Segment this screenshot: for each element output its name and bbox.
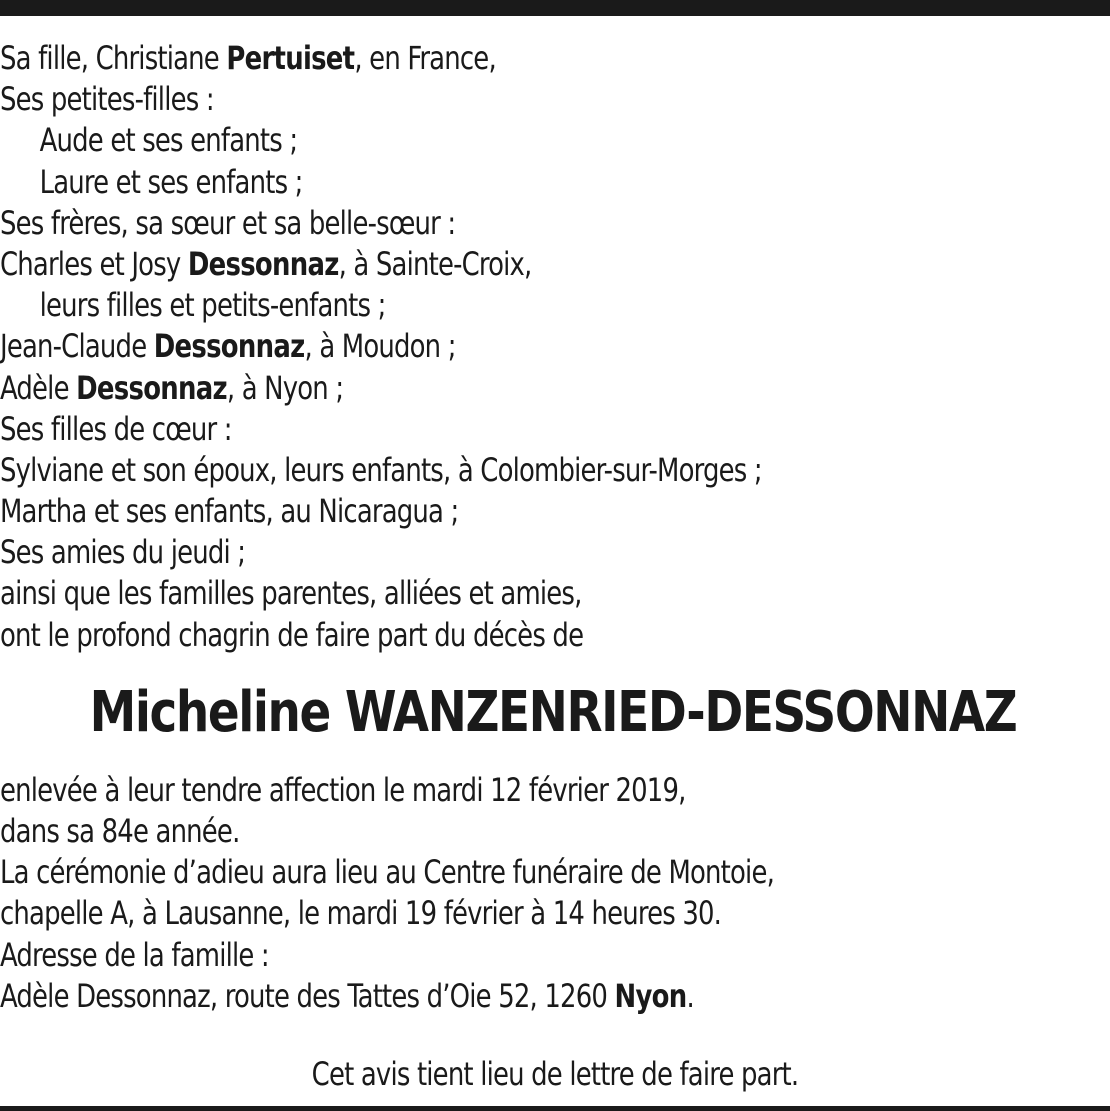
family-name: Pertuiset — [226, 39, 355, 77]
notice-line — [0, 244, 995, 285]
notice-line: Ses filles de cœur : — [0, 409, 232, 448]
notice-line — [0, 326, 995, 367]
notice-line — [0, 368, 995, 409]
closing-note: Cet avis tient lieu de lettre de faire part. — [311, 1055, 799, 1093]
notice-line: Adresse de la famille : — [0, 935, 269, 974]
notice-line — [0, 38, 995, 79]
notice-line: enlevée à leur tendre affection le mardi 12 février 2019, — [0, 770, 686, 809]
notice-line: chapelle A, à Lausanne, le mardi 19 février à 14 heures 30. — [0, 894, 722, 933]
family-address — [0, 976, 995, 1017]
line-text: Sa fille, Christiane — [0, 39, 227, 77]
line-text: Adèle Dessonnaz, route des Tattes d’Oie 52, 1260 — [0, 976, 615, 1015]
deceased-name: Micheline WANZENRIED-DESSONNAZ — [89, 679, 1017, 745]
notice-line: leurs filles et petits-enfants ; — [39, 286, 386, 325]
line-text: Adèle — [0, 368, 77, 407]
line-text: . — [686, 976, 694, 1015]
line-text: , à Moudon ; — [304, 327, 456, 366]
notice-line: ainsi que les familles parentes, alliées et amies, — [0, 574, 582, 613]
notice-line: dans sa 84e année. — [0, 812, 240, 850]
family-name: Dessonnaz — [153, 327, 305, 366]
line-text: Jean-Claude — [0, 327, 154, 366]
family-name: Dessonnaz — [187, 244, 339, 283]
notice-line: ont le profond chagrin de faire part du décès de — [0, 615, 584, 654]
death-notice — [0, 38, 1106, 1017]
city-name: Nyon — [614, 976, 687, 1015]
notice-line: Aude et ses enfants ; — [39, 121, 298, 160]
notice-line: Ses petites-filles : — [0, 80, 214, 119]
notice-line: Ses frères, sa sœur et sa belle-sœur : — [0, 203, 456, 242]
bottom-rule — [0, 1106, 1110, 1111]
line-text: , à Nyon ; — [226, 368, 344, 407]
notice-line: Martha et ses enfants, au Nicaragua ; — [0, 492, 459, 531]
line-text: , en France, — [354, 39, 496, 77]
family-name: Dessonnaz — [76, 368, 227, 407]
top-rule — [0, 0, 1110, 16]
notice-line: Ses amies du jeudi ; — [0, 533, 246, 572]
line-text: Charles et Josy — [0, 244, 188, 283]
notice-line: Sylviane et son époux, leurs enfants, à Colombier-sur-Morges ; — [0, 450, 762, 489]
line-text: , à Sainte-Croix, — [338, 244, 532, 283]
notice-line: La cérémonie d’adieu aura lieu au Centre funéraire de Montoie, — [0, 853, 774, 892]
notice-line: Laure et ses enfants ; — [39, 162, 303, 201]
